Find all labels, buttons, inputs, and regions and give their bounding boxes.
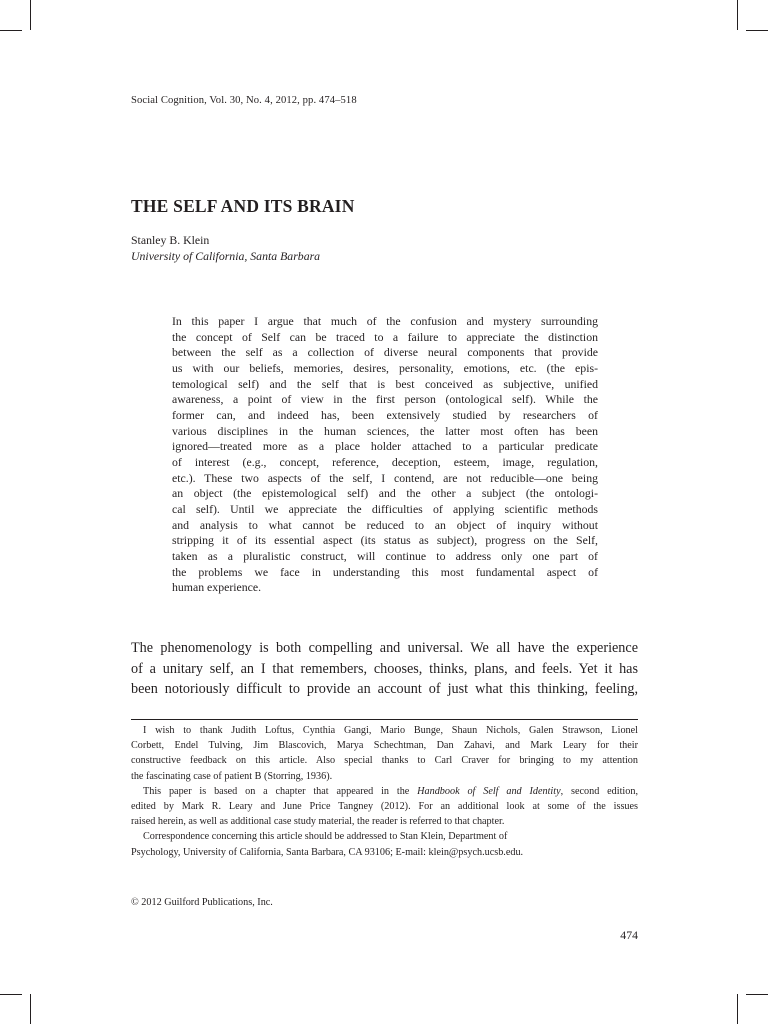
crop-mark-bottom-left [30, 994, 31, 1024]
abstract-line: ignored—treated more as a place holder attached to a particular predicate [172, 439, 598, 454]
abstract-line: the problems we face in understanding this most fundamental aspect of [172, 564, 598, 579]
copyright-notice: © 2012 Guilford Publications, Inc. [131, 897, 273, 908]
body-line: The phenomenology is both compelling and universal. We all have the experience [131, 640, 638, 656]
footnote-line: the fascinating case of patient B (Storring, 1936). [131, 770, 333, 782]
body-line: been notoriously difficult to provide an account of just what this thinking, feeling, [131, 681, 638, 697]
abstract-line: human experience. [172, 580, 262, 595]
abstract-line: awareness, a point of view in the first person (ontological self). While the [172, 392, 598, 407]
body-paragraph [131, 638, 638, 700]
footnote-line: edited by Mark R. Leary and June Price Tangney (2012). For an additional look at some of the issues [131, 800, 638, 812]
crop-mark-top-right [737, 0, 738, 30]
abstract-line: cal self). Until we appreciate the difficulties of applying scientific methods [172, 501, 598, 516]
abstract-line: In this paper I argue that much of the confusion and mystery surrounding [172, 314, 598, 328]
footnote-line: Psychology, University of California, Santa Barbara, CA 93106; E-mail: klein@psych.ucsb.edu. [131, 846, 524, 858]
crop-mark-bottom-left [0, 994, 22, 995]
footnote-line: raised herein, as well as additional case study material, the reader is referred to that chapter. [131, 816, 505, 828]
footnote-line: Corbett, Endel Tulving, Jim Blascovich, Marya Schechtman, Dan Zahavi, and Mark Leary for their [131, 740, 638, 752]
abstract-line: former can, and indeed has, been extensively studied by researchers of [172, 407, 598, 422]
abstract-line: an object (the epistemological self) and the other a subject (the ontologi- [172, 486, 598, 501]
article-title: THE SELF AND ITS BRAIN [131, 196, 355, 216]
footnote-line: Correspondence concerning this article should be addressed to Stan Klein, Department of [143, 831, 508, 843]
author-affiliation: University of California, Santa Barbara [131, 249, 321, 263]
crop-mark-bottom-right [737, 994, 738, 1024]
body-line: of a unitary self, an I that remembers, chooses, thinks, plans, and feels. Yet it has [131, 660, 638, 677]
abstract-line: and analysis to what cannot be reduced to an object of inquiry without [172, 517, 598, 532]
footnote-divider [131, 719, 638, 720]
crop-mark-top-right [746, 30, 768, 31]
footnotes [131, 723, 638, 860]
footnote-line: I wish to thank Judith Loftus, Cynthia Gangi, Mario Bunge, Shaun Nichols, Galen Strawson, Lionel [143, 725, 638, 736]
abstract-line: of interest (e.g., concept, reference, deception, esteem, image, regulation, [172, 454, 598, 469]
crop-mark-top-left [0, 30, 22, 31]
footnote-line [131, 784, 638, 799]
footnote-text: , second edition, [560, 785, 638, 797]
abstract-line: between the self as a collection of diverse neural components that provide [172, 345, 598, 360]
abstract-line: temological self) and the self that is best conceived as subjective, unified [172, 376, 598, 391]
footnote-text: This paper is based on a chapter that appeared in the [143, 785, 418, 797]
author-name: Stanley B. Klein [131, 233, 210, 247]
book-title: Handbook of Self and Identity [417, 785, 561, 797]
abstract [172, 314, 598, 596]
abstract-line: us with our beliefs, memories, desires, personality, emotions, etc. (the epis- [172, 360, 598, 375]
abstract-line: various disciplines in the human sciences, the latter most often has been [172, 423, 598, 438]
footnote-line: constructive feedback on this article. Also special thanks to Carl Craver for bringing to my attention [131, 755, 638, 767]
crop-mark-bottom-right [746, 994, 768, 995]
abstract-line: the concept of Self can be traced to a failure to appreciate the distinction [172, 329, 598, 344]
abstract-line: etc.). These two aspects of the self, I contend, are not reducible—one being [172, 470, 598, 485]
crop-mark-top-left [30, 0, 31, 30]
abstract-line: stripping it of its essential aspect (its status as subject), progress on the Self, [172, 533, 598, 548]
page-number: 474 [620, 928, 638, 942]
abstract-line: taken as a pluralistic construct, will continue to address only one part of [172, 548, 598, 563]
journal-citation: Social Cognition, Vol. 30, No. 4, 2012, pp. 474–518 [131, 95, 357, 106]
